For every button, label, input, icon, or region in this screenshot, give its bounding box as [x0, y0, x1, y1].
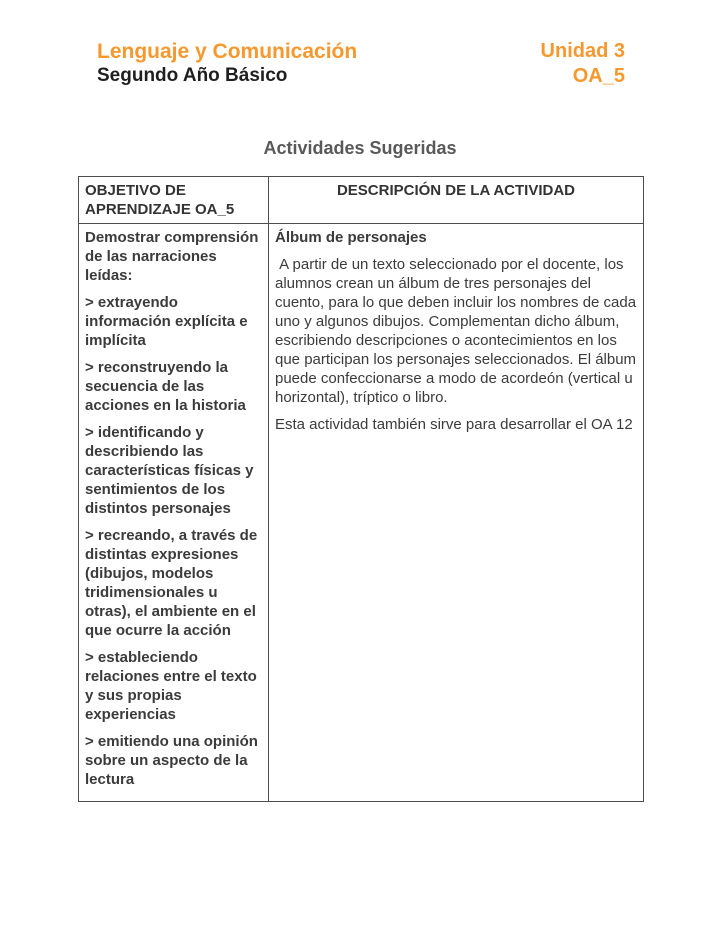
page-title: Actividades Sugeridas — [263, 138, 457, 158]
objective-bullet: > recreando, a través de distintas expresiones (dibujos, modelos tridimensionales u otras), el ambiente en el que ocurre la acción — [85, 527, 258, 639]
activity-title: Álbum de personajes — [275, 229, 427, 246]
activity-note: Esta actividad también sirve para desarrollar el OA 12 — [275, 416, 633, 433]
table-header-row — [79, 177, 644, 224]
unit-label: Unidad 3 — [540, 40, 625, 62]
objective-bullet: > identificando y describiendo las características físicas y sentimientos de los distintos personajes — [85, 424, 254, 517]
table-body-row — [79, 224, 644, 802]
objective-column-header: OBJETIVO DE APRENDIZAJE OA_5 — [79, 177, 269, 224]
document-header — [97, 39, 625, 88]
description-column-header: DESCRIPCIÓN DE LA ACTIVIDAD — [269, 177, 644, 224]
header-left-block — [97, 39, 357, 88]
objective-bullet: > reconstruyendo la secuencia de las acciones en la historia — [85, 359, 246, 414]
objective-bullet: > emitiendo una opinión sobre un aspecto de la lectura — [85, 733, 258, 788]
objective-intro: Demostrar comprensión de las narraciones leídas: — [85, 229, 259, 284]
objective-bullet: > extrayendo información explícita e implícita — [85, 294, 248, 349]
description-cell — [269, 224, 644, 802]
grade-level: Segundo Año Básico — [97, 65, 288, 86]
oa-code-label: OA_5 — [572, 65, 625, 87]
header-right-block — [541, 39, 625, 88]
objective-cell — [79, 224, 269, 802]
objective-bullet: > estableciendo relaciones entre el texto y sus propias experiencias — [85, 649, 257, 723]
activity-paragraph: A partir de un texto seleccionado por el docente, los alumnos crean un álbum de tres personajes del cuento, para lo que deben incluir los nombres de cada uno y algunos dibujos. Complementan dicho álbum, escribiendo descripciones o acontecimientos en los que participan los personajes seleccionados. El álbum puede confeccionarse a modo de acordeón (vertical u horizontal), tríptico o libro. — [275, 256, 641, 406]
activities-table — [78, 176, 644, 802]
subject-title: Lenguaje y Comunicación — [97, 40, 358, 63]
